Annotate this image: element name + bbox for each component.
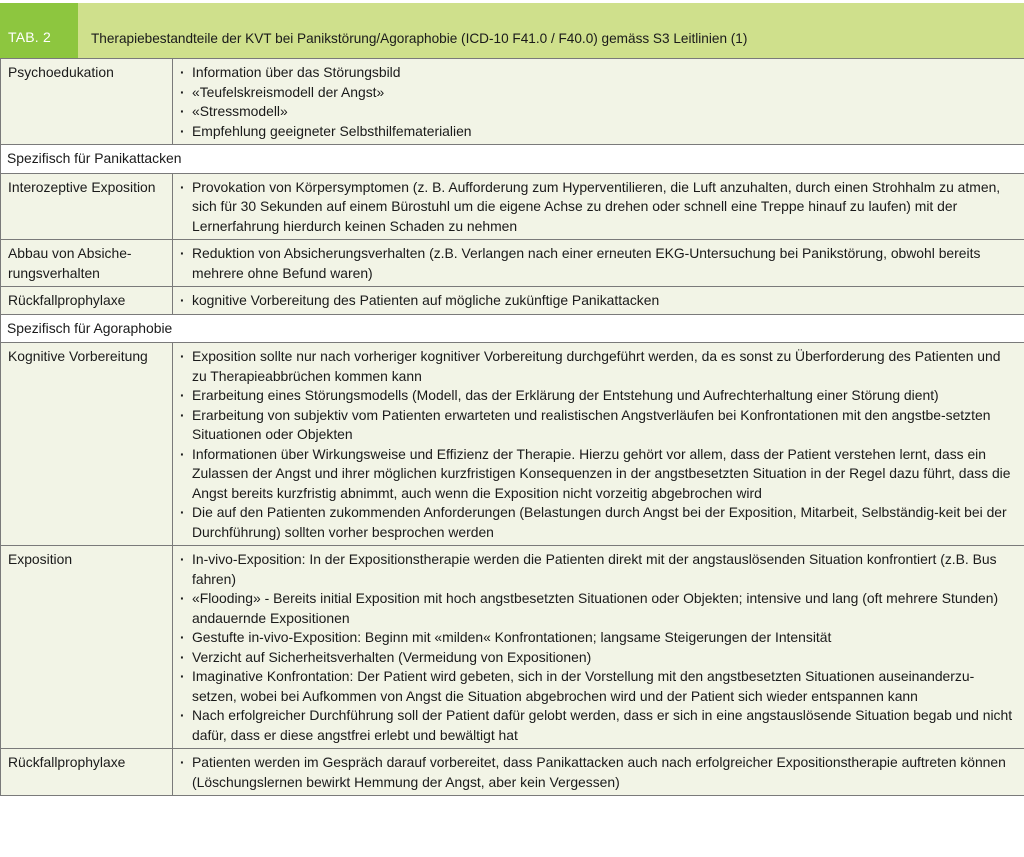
section-row [1,314,1024,343]
list-item: · «Flooding» - Bereits initial Exposition mit hoch angstbesetzten Situationen oder Objekten; intensive und lang (oft mehrere Stunden) andauernde Expositionen [179,589,1018,628]
list-item: · Information über das Störungsbild [179,63,1018,83]
table-title: Therapiebestandteile der KVT bei Panikstörung/Agoraphobie (ICD-10 F41.0 / F40.0) gemäss S3 Leitlinien (1) [91,31,748,46]
table-number: TAB. 2 [8,29,51,45]
row-content [173,287,1024,315]
list-item: · Die auf den Patienten zukommenden Anforderungen (Belastungen durch Angst bei der Exposition, Mitarbeit, Selbständig-keit bei der Durchführung) sollten vorher besprochen werden [179,503,1018,542]
row-content [173,173,1024,240]
list-item: · Reduktion von Absicherungsverhalten (z.B. Verlangen nach einer erneuten EKG-Untersuchung bei Panikstörung, obwohl bereits mehrere ohne Befund waren) [179,244,1018,283]
list-item: · Imaginative Konfrontation: Der Patient wird gebeten, sich in der Vorstellung mit den angstbesetzten Situationen auseinanderzu-setzen, wobei bei Aufkommen von Angst die Situation abgebrochen wird und der Patient sich wieder entspannen kann [179,667,1018,706]
bullet-list [179,291,1018,311]
row-content [173,343,1024,546]
table-row [1,749,1024,796]
row-label: Interozeptive Exposition [1,173,173,240]
list-item: · «Stressmodell» [179,102,1018,122]
list-item: · Erarbeitung von subjektiv vom Patienten erwarteten und realistischen Angstverläufen bei Konfrontationen mit den angstbe-setzten Situationen oder Objekten [179,406,1018,445]
row-label: Rückfallprophylaxe [1,287,173,315]
row-label: Abbau von Absiche-rungsverhalten [1,240,173,287]
section-heading: Spezifisch für Panikattacken [1,145,1024,174]
table-row [1,343,1024,546]
row-label: Exposition [1,546,173,749]
table-header [0,0,1024,58]
list-item: · Empfehlung geeigneter Selbsthilfematerialien [179,122,1018,142]
table-row [1,59,1024,145]
list-item: · Exposition sollte nur nach vorheriger kognitiver Vorbereitung durchgeführt werden, da es sonst zu Überforderung des Patienten und zu Therapieabbrüchen kommen kann [179,347,1018,386]
row-content [173,59,1024,145]
table-row [1,287,1024,315]
row-label: Psychoedukation [1,59,173,145]
list-item: · Gestufte in-vivo-Exposition: Beginn mit «milden« Konfrontationen; langsame Steigerungen der Intensität [179,628,1018,648]
list-item: · Provokation von Körpersymptomen (z. B. Aufforderung zum Hyperventilieren, die Luft anzuhalten, durch einen Strohhalm zu atmen, sich für 30 Sekunden auf einem Bürostuhl um die eigene Achse zu drehen oder schnell eine Treppe hinauf zu laufen) mit der Lernerfahrung hierdurch keinen Schaden zu nehmen [179,178,1018,237]
bullet-list [179,178,1018,237]
bullet-list [179,63,1018,141]
table-number-tab [0,3,78,58]
bullet-list [179,347,1018,542]
therapy-table [0,58,1024,796]
list-item: · Informationen über Wirkungsweise und Effizienz der Therapie. Hierzu gehört vor allem, dass der Patient verstehen lernt, dass ein Zulassen der Angst und ihrer möglichen kurzfristigen Konsequenzen in der angstbesetzten Situation in der Regel dazu führt, dass die Angst bereits kurzfristig abnimmt, auch wenn die Exposition nicht vorzeitig abgebrochen wird [179,445,1018,504]
table-row [1,546,1024,749]
list-item: · Patienten werden im Gespräch darauf vorbereitet, dass Panikattacken auch nach erfolgreicher Expositionstherapie auftreten können (Löschungslernen bewirkt Hemmung der Angst, aber kein Vergessen) [179,753,1018,792]
table-row [1,173,1024,240]
list-item: · kognitive Vorbereitung des Patienten auf mögliche zukünftige Panikattacken [179,291,1018,311]
section-heading: Spezifisch für Agoraphobie [1,314,1024,343]
row-content [173,546,1024,749]
row-label: Kognitive Vorbereitung [1,343,173,546]
list-item: · Erarbeitung eines Störungsmodells (Modell, das der Erklärung der Entstehung und Aufrechterhaltung einer Störung dient) [179,386,1018,406]
bullet-list [179,550,1018,745]
list-item: · «Teufelskreismodell der Angst» [179,83,1018,103]
list-item: · Nach erfolgreicher Durchführung soll der Patient dafür gelobt werden, dass er sich in eine angstauslösende Situation begab und nicht dafür, dass er diese angstfrei erlebt und bewältigt hat [179,706,1018,745]
row-label: Rückfallprophylaxe [1,749,173,796]
list-item: · In-vivo-Exposition: In der Expositionstherapie werden die Patienten direkt mit der angstauslösenden Situation konfrontiert (z.B. Bus fahren) [179,550,1018,589]
table-row [1,240,1024,287]
list-item: · Verzicht auf Sicherheitsverhalten (Vermeidung von Expositionen) [179,648,1018,668]
section-row [1,145,1024,174]
bullet-list [179,244,1018,283]
row-content [173,240,1024,287]
therapy-table-body [1,59,1024,796]
bullet-list [179,753,1018,792]
row-content [173,749,1024,796]
